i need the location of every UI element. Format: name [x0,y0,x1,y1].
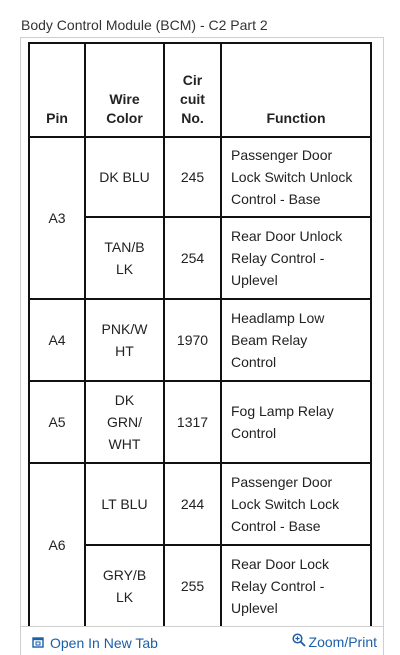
function-line: Lock Switch Unlock [231,169,353,185]
wire-color-cell [85,545,164,627]
footer-bar [21,626,383,655]
pin-header: Pin [29,43,85,137]
function-line: Control - Base [231,518,321,534]
open-in-new-tab-icon [32,635,50,651]
wire-color-line: DK BLU [99,169,150,185]
function-cell [221,299,371,381]
wire-color-line: HT [115,343,134,359]
table-header-row [29,43,371,137]
function-line: Rear Door Unlock [231,228,343,244]
circuit-header-line: cuit [180,91,205,107]
wire-color-line: GRN/ [107,414,142,430]
circuit-cell: 245 [164,137,221,217]
wire-color-cell [85,463,164,545]
table-row [29,137,371,217]
wire-color-line: PNK/W [101,321,148,337]
function-line: Beam Relay [231,332,308,348]
wire-color-line: LT BLU [101,496,148,512]
wire-color-line: WHT [108,436,141,452]
wire-color-header-line: Color [106,110,143,126]
wire-color-line: LK [115,589,134,605]
function-line: Control [231,354,277,370]
circuit-cell: 1317 [164,381,221,463]
circuit-header [164,43,221,137]
table-row [29,381,371,463]
wire-color-cell [85,137,164,217]
circuit-cell: 255 [164,545,221,627]
wire-color-line: LK [115,261,134,277]
function-cell [221,137,371,217]
pin-cell: A6 [29,463,85,627]
open-in-new-tab-link[interactable] [32,635,158,651]
function-line: Passenger Door [231,474,333,490]
table-row [29,299,371,381]
wire-color-line: GRY/B [102,567,147,583]
wire-color-header-line: Wire [109,91,140,107]
function-line: Control - Base [231,191,321,207]
function-line: Uplevel [231,600,278,616]
function-cell [221,545,371,627]
circuit-cell: 244 [164,463,221,545]
document-title: Body Control Module (BCM) - C2 Part 2 [21,17,268,33]
function-line: Fog Lamp Relay [231,403,334,419]
wire-color-line: DK [114,392,135,408]
function-line: Relay Control - [231,578,325,594]
circuit-header-line: No. [181,110,204,126]
open-in-new-tab-label: Open In New Tab [50,635,158,651]
function-line: Relay Control - [231,250,325,266]
function-line: Headlamp Low [231,310,325,326]
circuit-cell: 254 [164,217,221,299]
function-line: Uplevel [231,272,278,288]
function-cell [221,463,371,545]
table-row [29,463,371,545]
wire-color-cell [85,381,164,463]
circuit-cell: 1970 [164,299,221,381]
pin-cell: A3 [29,137,85,299]
wire-color-line: TAN/B [104,239,145,255]
connector-table [28,42,372,628]
zoom-print-label: Zoom/Print [308,633,377,650]
wire-color-cell [85,299,164,381]
wire-color-cell [85,217,164,299]
wire-color-header [85,43,164,137]
magnifier-plus-icon [292,633,309,650]
function-line: Rear Door Lock [231,556,330,572]
pin-cell: A4 [29,299,85,381]
zoom-print-link[interactable] [292,633,377,650]
function-line: Control [231,425,277,441]
function-cell [221,381,371,463]
function-line: Lock Switch Lock [231,496,340,512]
function-line: Passenger Door [231,147,333,163]
circuit-header-line: Cir [182,72,203,88]
function-cell [221,217,371,299]
function-header: Function [221,43,371,137]
pin-cell: A5 [29,381,85,463]
